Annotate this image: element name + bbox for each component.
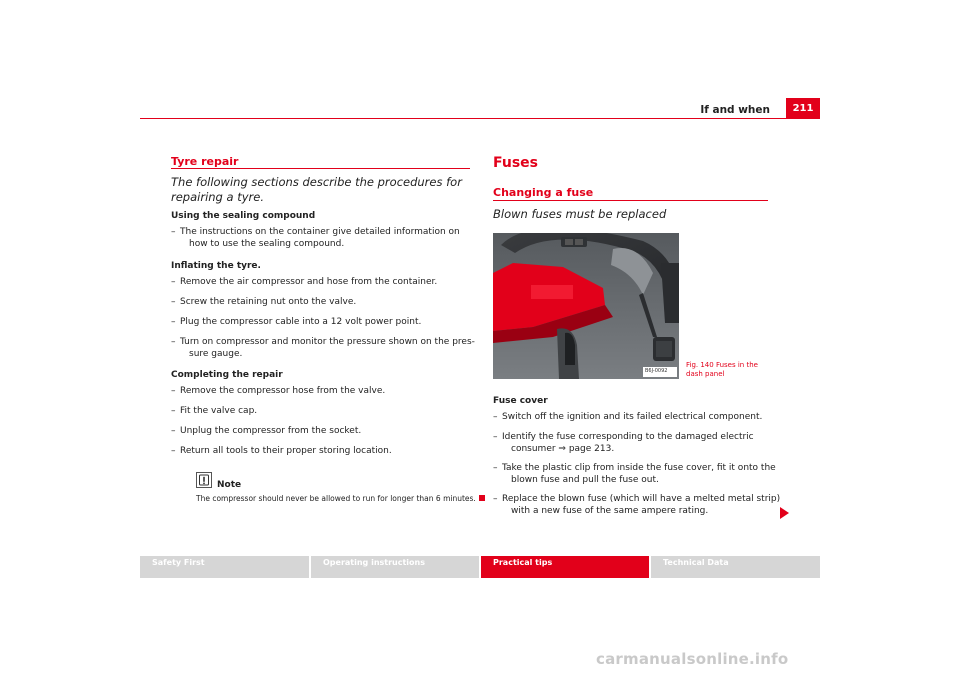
watermark: carmanualsonline.info [596,650,789,668]
figure-code: B6J-0092 [645,368,668,374]
list-item: – Identify the fuse corresponding to the damaged electric consumer ⇒ page 213. [493,432,754,454]
section-heading-tyre-repair: Tyre repair [171,155,239,168]
list-item: – Return all tools to their proper storing location. [171,446,392,456]
list-item: – Screw the retaining nut onto the valve. [171,297,357,307]
tab-technical-data[interactable]: Technical Data [651,556,820,578]
continue-arrow-icon [780,507,789,519]
end-of-section-marker [479,495,485,501]
heading-rule [171,168,470,169]
list-item: – Remove the air compressor and hose from the container. [171,277,438,287]
section-title-fuses: Fuses [493,155,538,171]
list-item: – Fit the valve cap. [171,406,258,416]
subheading-changing-a-fuse: Changing a fuse [493,186,594,199]
list-item: – Plug the compressor cable into a 12 volt power point. [171,317,422,327]
figure-caption: Fig. 140 Fuses in the dash panel [686,361,758,378]
subheading-completing: Completing the repair [171,370,283,380]
list-item: – The instructions on the container give detailed information on how to use the sealing compound. [171,227,460,249]
subheading-fuse-cover: Fuse cover [493,396,548,406]
list-item: – Remove the compressor hose from the valve. [171,386,386,396]
intro-text: Blown fuses must be replaced [493,207,667,221]
note-label: Note [217,480,242,490]
list-item: – Take the plastic clip from inside the fuse cover, fit it onto the blown fuse and pull the fuse out. [493,463,776,485]
running-header-title: If and when [700,104,770,116]
page-number: 211 [786,98,820,118]
subheading-sealing-compound: Using the sealing compound [171,211,316,221]
fuse-cover-illustration [493,233,679,379]
tab-safety-first[interactable]: Safety First [140,556,309,578]
list-item: – Switch off the ignition and its failed electrical component. [493,412,763,422]
note-icon [196,472,212,488]
heading-rule [493,200,768,201]
note-text: The compressor should never be allowed to run for longer than 6 minutes. [196,494,485,503]
tab-practical-tips[interactable]: Practical tips [481,556,649,578]
list-item: – Replace the blown fuse (which will have a melted metal strip) with a new fuse of the same ampere rating. [493,494,781,516]
subheading-inflating: Inflating the tyre. [171,261,261,271]
header-rule [140,118,820,119]
list-item: – Unplug the compressor from the socket. [171,426,362,436]
intro-text: The following sections describe the procedures for repairing a tyre. [171,175,462,204]
list-item: – Turn on compressor and monitor the pressure shown on the pres- sure gauge. [171,337,475,359]
tab-operating-instructions[interactable]: Operating instructions [311,556,479,578]
